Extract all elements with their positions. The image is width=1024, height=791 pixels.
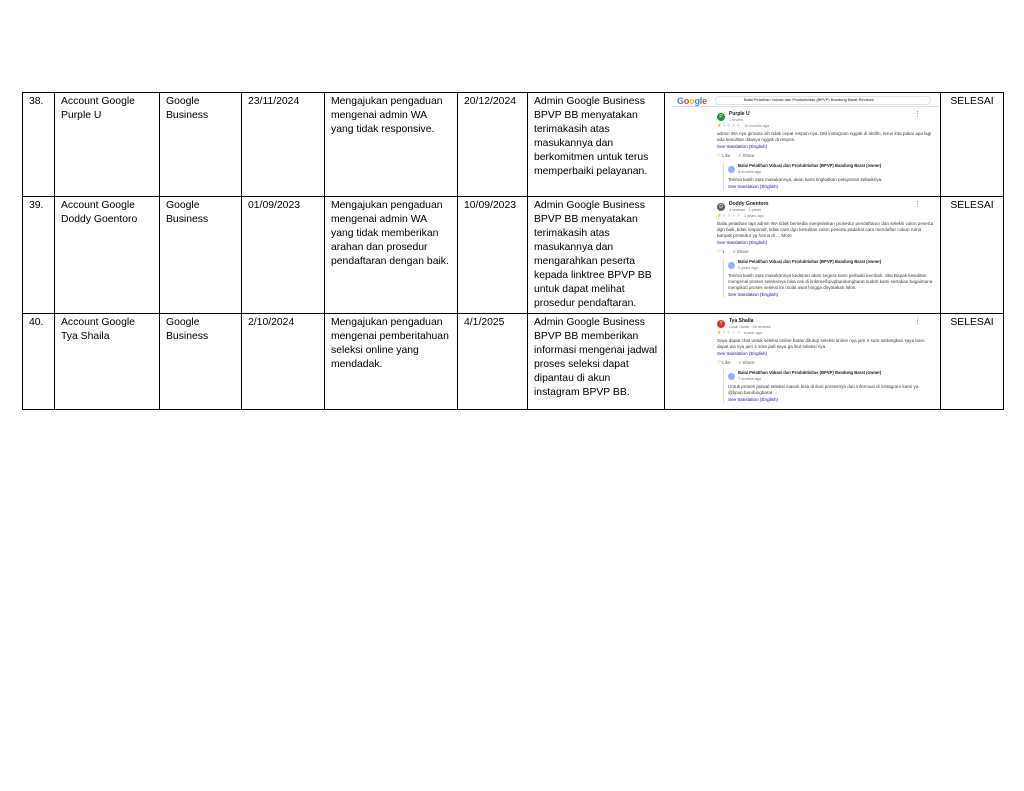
complaints-table [22,92,1004,410]
owner-name: Balai Pelatihan Vokasi dan Produktivitas (BPVP) Bandung Barat (owner) [738,163,882,168]
owner-reply-time: 8 months ago [738,170,762,174]
owner-see-translation-link[interactable]: See translation (English) [728,184,779,189]
reviewer-name: Purple U [729,111,750,117]
owner-reply-time: 7 months ago [738,377,762,381]
platform-cell: Google Business [160,197,242,314]
search-query: Balai Pelatihan Vokasi dan Produktivitas (BPVP) Bandung Barat Reviews [715,96,931,105]
owner-reply-text: Terima kasih atas masukannya, akan kami tingkatkan pelayanan sebaiknya. [728,177,883,182]
star-empty-icon: ★ [721,330,727,336]
google-search-bar [671,95,941,107]
star-empty-icon: ★ [721,213,727,219]
reviewer-name: Doddy Goentoro [729,201,769,207]
owner-see-translation-link[interactable]: See translation (English) [728,292,779,297]
avatar: P [717,113,725,121]
owner-reply [723,370,935,403]
review-screenshot-cell [665,314,941,410]
complaint-date-cell: 2/10/2024 [242,314,325,410]
response-date-cell: 10/09/2023 [458,197,528,314]
star-empty-icon: ★ [731,330,737,336]
reviewer-meta: Local Guide · 56 reviews [729,325,771,329]
owner-see-translation-link[interactable]: See translation (English) [728,397,779,402]
review-time: a year ago [743,331,762,335]
platform-cell: Google Business [160,93,242,197]
review-screenshot-cell [665,93,941,197]
star-filled-icon: ★ [717,213,722,219]
response-date-cell: 20/12/2024 [458,93,528,197]
owner-name: Balai Pelatihan Vokasi dan Produktivitas (BPVP) Bandung Barat (owner) [738,370,882,375]
star-empty-icon: ★ [736,330,741,336]
status-cell: SELESAI [941,197,1004,314]
review-time: 10 months ago [743,124,770,128]
owner-avatar [728,262,735,269]
review-card [671,316,941,407]
complaint-cell: Mengajukan pengaduan mengenai admin WA yang tidak responsive. [325,93,458,197]
reviewer-meta: 4 reviews · 1 photo [729,208,762,212]
google-logo: Google [677,95,707,106]
see-translation-link[interactable]: See translation (English) [717,240,768,245]
star-empty-icon: ★ [731,123,737,129]
more-options-icon[interactable]: ⋮ [914,111,921,118]
row-number: 39. [23,197,55,314]
reviewer-name: Tya Shaila [729,318,754,324]
share-icon[interactable]: < Share [732,249,749,254]
complaint-cell: Mengajukan pengaduan mengenai admin WA yang tidak memberikan arahan dan prosedur pendaftaran dengan baik. [325,197,458,314]
star-empty-icon: ★ [736,123,741,129]
review-screenshot [671,95,941,194]
response-cell: Admin Google Business BPVP BB memberikan informasi mengenai jadwal proses seleksi dapat dipantau di akun instagram BPVP BB. [528,314,665,410]
review-screenshot-cell [665,197,941,314]
review-text: Saya dapat chat untuk seleksi online batas ditutup seleksi online nya jam 4 sore sedangkan saya baru dapat wa nya jam 4 sore jadi saya ga ikut seleksi nya [717,338,925,349]
star-rating [717,123,741,129]
platform-cell: Google Business [160,314,242,410]
more-options-icon[interactable]: ⋮ [914,201,921,208]
star-empty-icon: ★ [721,123,727,129]
row-number: 38. [23,93,55,197]
owner-reply [723,259,935,298]
share-icon[interactable]: < Share [738,153,755,158]
more-options-icon[interactable]: ⋮ [914,318,921,325]
reviewer-meta: 1 review [729,118,744,122]
star-empty-icon: ★ [726,213,732,219]
see-translation-link[interactable]: See translation (English) [717,144,768,149]
owner-reply-time: 2 years ago [738,266,758,270]
owner-reply [723,163,935,190]
response-date-cell: 4/1/2025 [458,314,528,410]
owner-avatar [728,373,735,380]
star-filled-icon: ★ [717,123,722,129]
owner-avatar [728,166,735,173]
review-screenshot [671,199,941,302]
like-icon[interactable]: ♡ Like [717,153,731,158]
star-empty-icon: ★ [731,213,737,219]
owner-reply-text: Terima kasih atas masukannya kedepan akan segera kami perbaiki kembali. Jika Bapak kesulitan mengenai proses seleksinya bisa cek di linktree/bpvpbandungbarat sudah kami sertakan bagaimana mengikuti proses seleksi ini mulai awal hingga diryatakan lolos. [728,273,933,290]
response-cell: Admin Google Business BPVP BB menyatakan terimakasih atas masukannya dan mengarahkan peserta kepada linktree BPVP BB untuk dapat melihat prosedur pendaftaran. [528,197,665,314]
account-cell: Account Google Purple U [55,93,160,197]
account-cell: Account Google Doddy Goentoro [55,197,160,314]
star-rating [717,213,741,219]
status-cell: SELESAI [941,314,1004,410]
complaint-date-cell: 23/11/2024 [242,93,325,197]
table-row [23,93,1004,197]
star-empty-icon: ★ [726,123,732,129]
star-empty-icon: ★ [726,330,732,336]
complaint-cell: Mengajukan pengaduan mengenai pemberitahuan seleksi online yang mendadak. [325,314,458,410]
like-icon[interactable]: ♡ 1 [717,249,725,254]
account-cell: Account Google Tya Shaila [55,314,160,410]
review-time: 1 years ago [743,214,764,218]
status-cell: SELESAI [941,93,1004,197]
owner-reply-text: Untuk proses jadwal seleksi masuk bisa di ikuti prosesnya dan informasi di instagram kami ya. @bpvp.bandungbarat [728,384,920,395]
response-cell: Admin Google Business BPVP BB menyatakan terimakasih atas masukannya dan berkomitmen untuk terus memperbaiki pelayanan. [528,93,665,197]
star-filled-icon: ★ [717,330,722,336]
review-card [671,199,941,302]
review-text: Balai pelatihan tapi admin WA tidak bersedia menjelaskan prosedur pendaftaran dan seleksi calon peserta dgn baik, tidak responsif, tidak care dgn kesulitan calon peserta padahal cara mendaftar cukup rumit banyak prosedur yg harus di ... More [717,221,934,238]
review-screenshot [671,316,941,407]
star-empty-icon: ★ [736,213,741,219]
avatar: D [717,203,725,211]
table-row [23,314,1004,410]
review-text: admin WA nya gimana sih tidak cepat respon nya. DM instagram nggak di aktifin, terus kita pakai apa lagi ada kesulitan ditanya nggak di respon. [717,131,932,142]
like-icon[interactable]: ♡ Like [717,360,731,365]
share-icon[interactable]: < Share [738,360,755,365]
review-card [671,109,941,194]
complaint-date-cell: 01/09/2023 [242,197,325,314]
row-number: 40. [23,314,55,410]
avatar: T [717,320,725,328]
table-row [23,197,1004,314]
see-translation-link[interactable]: See translation (English) [717,351,768,356]
owner-name: Balai Pelatihan Vokasi dan Produktivitas (BPVP) Bandung Barat (owner) [738,259,882,264]
star-rating [717,330,741,336]
